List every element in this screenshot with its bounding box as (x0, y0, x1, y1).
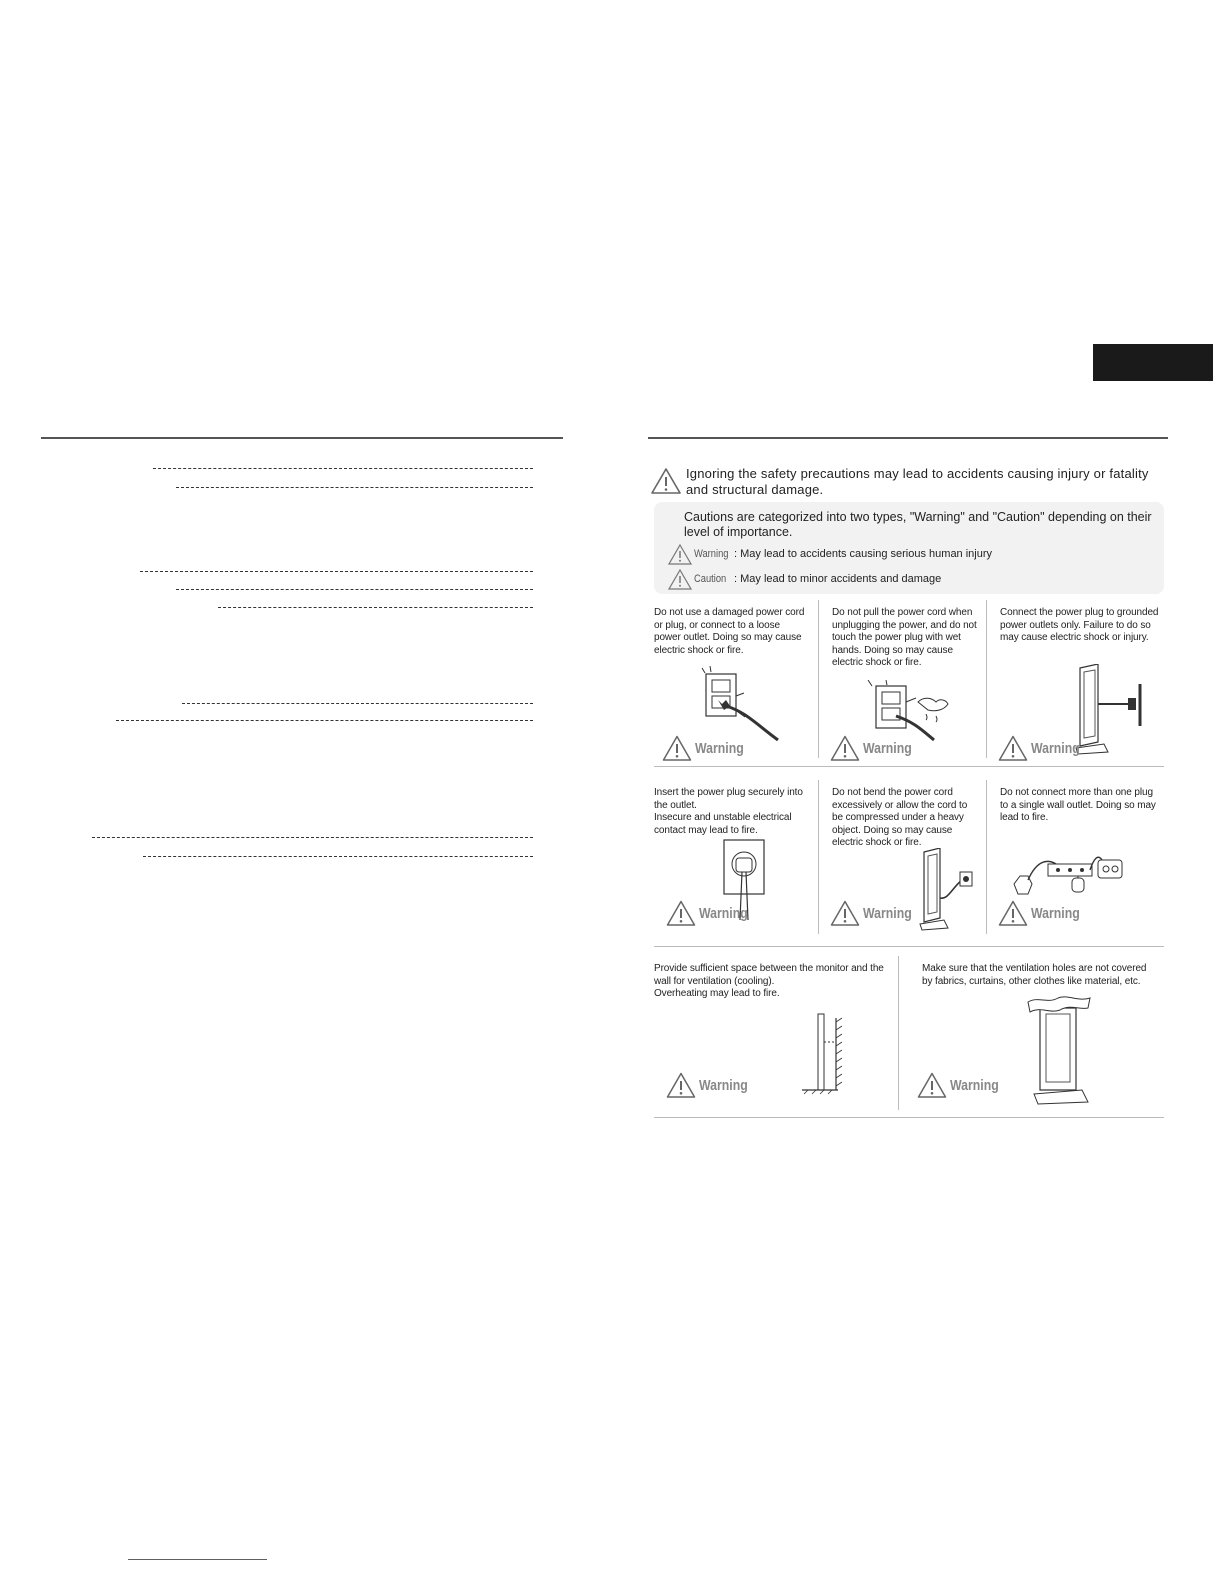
level-warning-label: Warning (694, 548, 729, 560)
cell-4-text: Insert the power plug securely into the outlet. Insecure and unstable electrical contact may lead to fire. (654, 787, 803, 836)
cell-3-text: Connect the power plug to grounded power outlets only. Failure to do so may cause electric shock or injury. (1000, 607, 1159, 643)
grid-divider (654, 1117, 1164, 1118)
level-warning-description: : May lead to accidents causing serious human injury (734, 548, 993, 560)
cell-8-text: Make sure that the ventilation holes are not covered by fabrics, curtains, other clothes like material, etc. (922, 963, 1147, 987)
toc-leader (176, 589, 533, 590)
grid-divider (986, 600, 987, 758)
grid-divider (654, 946, 1164, 947)
level-warning (668, 542, 992, 566)
warning-triangle-icon (668, 544, 692, 565)
warning-badge-label: Warning (699, 1076, 748, 1094)
section-tab (1093, 344, 1213, 381)
toc-leader (218, 607, 533, 608)
bent-cord-icon (918, 848, 982, 932)
caution-levels-box (654, 502, 1164, 594)
warning-triangle-icon (650, 467, 682, 495)
cell-2-text: Do not pull the power cord when unplugging the power, and do not touch the power plug with wet hands. Doing so may cause electric shock or fire. (832, 607, 977, 668)
warning-badge (830, 900, 922, 926)
wall-clearance-icon (798, 1008, 854, 1098)
toc-leader (153, 468, 533, 469)
warning-badge (662, 735, 754, 761)
warning-badge (830, 735, 922, 761)
warning-triangle-icon (998, 900, 1028, 926)
warning-badge-label: Warning (863, 904, 912, 922)
caution-triangle-icon (668, 569, 692, 590)
warning-triangle-icon (666, 1072, 696, 1098)
toc-leader (182, 703, 533, 704)
warning-triangle-icon (917, 1072, 947, 1098)
warning-badge-label: Warning (1031, 904, 1080, 922)
warning-triangle-icon (666, 900, 696, 926)
warning-badge-label: Warning (950, 1076, 999, 1094)
toc-leader (116, 720, 533, 721)
cell-5-text: Do not bend the power cord excessively or allow the cord to be compressed under a heavy object. Doing so may cause electric shock or fire. (832, 787, 968, 848)
warning-triangle-icon (662, 735, 692, 761)
warning-triangle-icon (998, 735, 1028, 761)
warning-badge-label: Warning (695, 739, 744, 757)
warning-badge (666, 900, 758, 926)
warning-badge-label: Warning (699, 904, 748, 922)
left-page-rule (41, 437, 563, 439)
toc-leader (176, 487, 533, 488)
grid-divider (898, 956, 899, 1110)
multi-plug-icon (1012, 848, 1130, 898)
toc-leader (143, 856, 533, 857)
warning-badge-label: Warning (1031, 739, 1080, 757)
warning-triangle-icon (830, 735, 860, 761)
footer-link-underline (128, 1559, 267, 1560)
caution-levels-text: Cautions are categorized into two types, "Warning" and "Caution" depending on their level of importance. (684, 510, 1152, 539)
level-caution-description: : May lead to minor accidents and damage (734, 573, 942, 585)
warning-badge (917, 1072, 1009, 1098)
grid-divider (654, 766, 1164, 767)
toc-leader (92, 837, 533, 838)
toc-leader (140, 571, 533, 572)
cell-7-text: Provide sufficient space between the monitor and the wall for ventilation (cooling). Overheating may lead to fire. (654, 963, 884, 999)
covered-vents-icon (1024, 994, 1096, 1106)
warning-badge-label: Warning (863, 739, 912, 757)
warning-badge (666, 1072, 758, 1098)
warning-triangle-icon (830, 900, 860, 926)
grid-divider (818, 600, 819, 758)
cell-6-text: Do not connect more than one plug to a single wall outlet. Doing so may lead to fire. (1000, 787, 1156, 823)
warning-badge (998, 900, 1090, 926)
grid-divider (986, 780, 987, 934)
grid-divider (818, 780, 819, 934)
warning-badge (998, 735, 1090, 761)
safety-intro-text: Ignoring the safety precautions may lead to accidents causing injury or fatality and structural damage. (686, 466, 1149, 497)
level-caution (668, 567, 941, 591)
cell-1-text: Do not use a damaged power cord or plug, or connect to a loose power outlet. Doing so may cause electric shock or fire. (654, 607, 805, 656)
right-page-rule (648, 437, 1168, 439)
level-caution-label: Caution (694, 573, 727, 585)
